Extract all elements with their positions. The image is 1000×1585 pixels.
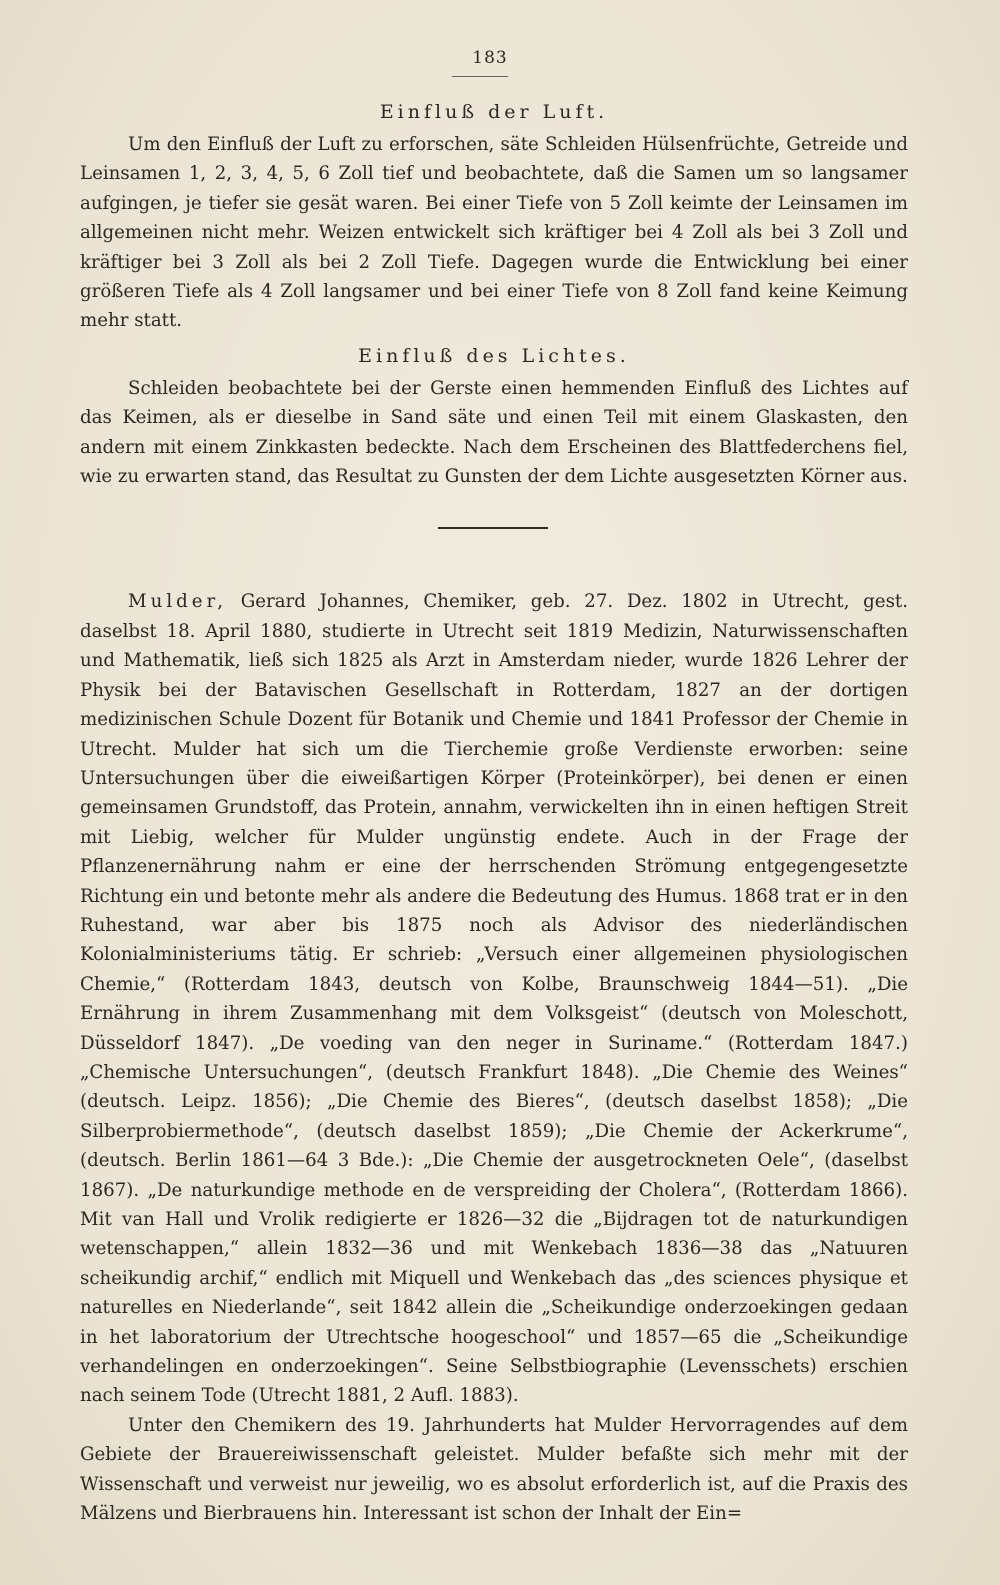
page-number: 183 (472, 48, 508, 68)
section-separator-rule (438, 527, 548, 529)
page-content (80, 94, 908, 1528)
section-heading-light: Einfluß des Lichtes. (358, 344, 630, 367)
section-heading-air: Einfluß der Luft. (379, 101, 609, 123)
paragraph-brewing: Unter den Chemikern des 19. Jahrhunderts hat Mulder Hervorragendes auf dem Gebiete der Brauereiwissenschaft geleistet. Mulder befaßte sich mehr mit der Wissenschaft und verweist nur jeweilig, wo es absolut erforderlich ist, auf die Praxis des Mälzens und Bierbrauens hin. Interessant ist schon der Inhalt der Ein= (80, 1414, 908, 1525)
paragraph-light: Schleiden beobachtete bei der Gerste einen hemmenden Einfluß des Lichtes auf das Keimen, als er dieselbe in Sand säte und einen Teil mit einem Glaskasten, den andern mit einem Zinkkasten bedeckte. Nach dem Erscheinen des Blattfederchens fiel, wie zu erwarten stand, das Resultat zu Gunsten der dem Lichte ausgesetzten Körner aus. (80, 377, 908, 488)
separator-area (80, 491, 908, 587)
page-number-rule (452, 76, 508, 77)
biography-name: Mulder, (128, 591, 228, 613)
biography-text: Gerard Johannes, Chemiker, geb. 27. Dez. 1802 in Utrecht, gest. daselbst 18. April 1880, studierte in Utrecht seit 1819 Medizin, Naturwissenschaften und Mathematik, ließ sich 1825 als Arzt in Amsterdam nieder, wurde 1826 Lehrer der Physik bei der Batavischen Gesellschaft in Rotterdam, 1827 an der dortigen medizinischen Schule Dozent für Botanik und Chemie und 1841 Professor der Chemie in Utrecht. Mulder hat sich um die Tierchemie große Verdienste erworben: seine Untersuchungen über die eiweißartigen Körper (Proteinkörper), bei denen er einen gemeinsamen Grundstoff, das Protein, annahm, verwickelten ihn in einen heftigen Streit mit Liebig, welcher für Mulder ungünstig endete. Auch in der Frage der Pflanzenernährung nahm er eine der herrschenden Strömung entgegengesetzte Richtung ein und betonte mehr als andere die Bedeutung des Humus. 1868 trat er in den Ruhestand, war aber bis 1875 noch als Advisor des niederländischen Kolonialministeriums tätig. Er schrieb: „Versuch einer allgemeinen physiologischen Chemie,“ (Rotterdam 1843, deutsch von Kolbe, Braunschweig 1844—51). „Die Ernährung in ihrem Zusammenhang mit dem Volksgeist“ (deutsch von Moleschott, Düsseldorf 1847). „De voeding van den neger in Suriname.“ (Rotterdam 1847.) „Chemische Untersuchungen“, (deutsch Frankfurt 1848). „Die Chemie des Weines“ (deutsch. Leipz. 1856); „Die Chemie des Bieres“, (deutsch daselbst 1858); „Die Silberprobiermethode“, (deutsch daselbst 1859); „Die Chemie der Ackerkrume“, (deutsch. Berlin 1861—64 3 Bde.): „Die Chemie der ausgetrockneten Oele“, (daselbst 1867). „De naturkundige methode en de verspreiding der Cholera“, (Rotterdam 1866). Mit van Hall und Vrolik redigierte er 1826—32 die „Bijdragen tot de naturkundigen wetenschappen,“ allein 1832—36 und mit Wenkebach 1836—38 das „Natuuren scheikundig archif,“ endlich mit Miquell und Wenkebach das „des sciences physique et naturelles en Niederlande“, seit 1842 allein die „Scheikundige onderzoekingen gedaan in het laboratorium der Utrechtsche hoogeschool“ und 1857—65 die „Scheikundige verhandelingen en onderzoekingen“. Seine Selbstbiographie (Levensschets) erschien nach seinem Tode (Utrecht 1881, 2 Aufl. 1883). (80, 591, 908, 1407)
paragraph-biography (80, 587, 908, 1410)
paragraph-air: Um den Einfluß der Luft zu erforschen, säte Schleiden Hülsenfrüchte, Getreide und Leinsamen 1, 2, 3, 4, 5, 6 Zoll tief und beobachtete, daß die Samen um so langsamer aufgingen, je tiefer sie gesät waren. Bei einer Tiefe von 5 Zoll keimte der Leinsamen im allgemeinen nicht mehr. Weizen entwickelt sich kräftiger bei 4 Zoll als bei 3 Zoll und kräftiger bei 3 Zoll als bei 2 Zoll Tiefe. Dagegen wurde die Entwicklung bei einer größeren Tiefe als 4 Zoll langsamer und bei einer Tiefe von 8 Zoll fand keine Keimung mehr statt. (80, 134, 908, 332)
